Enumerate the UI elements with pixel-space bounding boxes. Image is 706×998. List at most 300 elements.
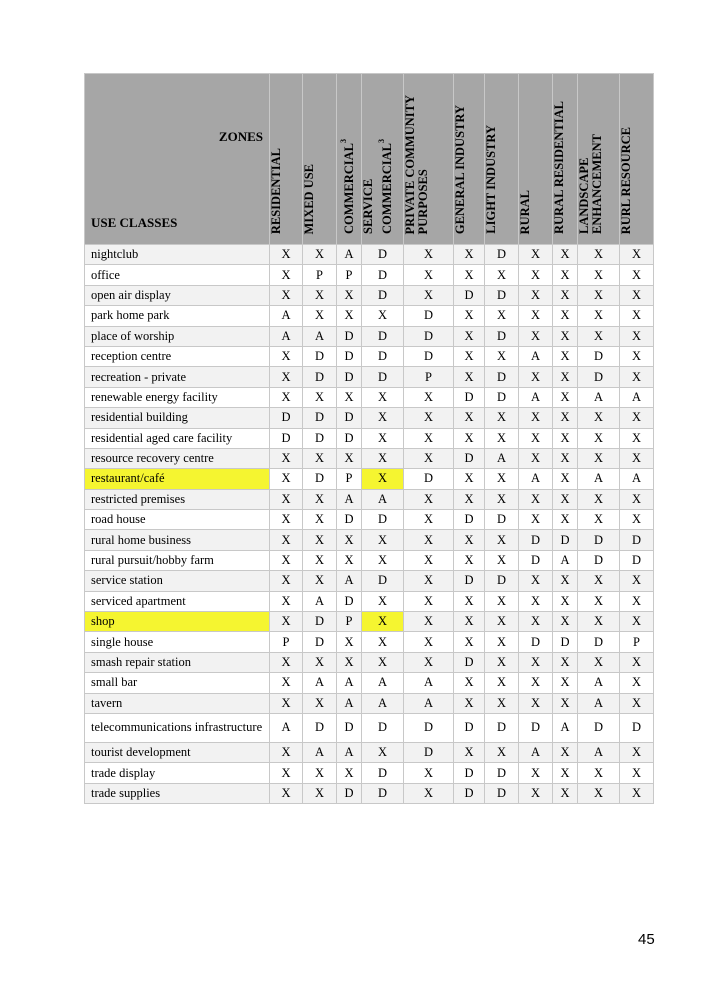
permissibility-cell: X [578, 265, 620, 285]
use-class-cell: rural home business [85, 530, 270, 550]
permissibility-cell: D [578, 346, 620, 366]
permissibility-cell: X [270, 265, 303, 285]
permissibility-cell: D [454, 448, 485, 468]
table-row [85, 265, 654, 285]
permissibility-cell: X [620, 591, 654, 611]
permissibility-cell: A [270, 326, 303, 346]
permissibility-cell: D [485, 367, 519, 387]
permissibility-cell: X [578, 763, 620, 783]
permissibility-cell: A [337, 693, 362, 713]
permissibility-cell: X [553, 673, 578, 693]
zone-header-label: GENERAL INDUSTRY [453, 104, 467, 234]
permissibility-cell: X [454, 346, 485, 366]
permissibility-cell: X [337, 448, 362, 468]
permissibility-cell: X [270, 469, 303, 489]
permissibility-cell: X [578, 783, 620, 803]
zone-header-label: RURAL [518, 189, 532, 234]
permissibility-cell: D [454, 510, 485, 530]
zone-header [270, 74, 303, 245]
permissibility-cell: D [620, 550, 654, 570]
permissibility-cell: A [578, 693, 620, 713]
use-classes-label: USE CLASSES [91, 215, 178, 230]
permissibility-cell: D [303, 367, 337, 387]
permissibility-cell: X [578, 306, 620, 326]
permissibility-cell: X [362, 306, 404, 326]
permissibility-cell: X [485, 673, 519, 693]
permissibility-cell: X [404, 530, 454, 550]
table-row [85, 346, 654, 366]
permissibility-cell: A [553, 550, 578, 570]
permissibility-cell: D [578, 367, 620, 387]
table-row [85, 245, 654, 265]
permissibility-cell: X [270, 510, 303, 530]
zone-header-label: RURAL RESIDENTIAL [552, 100, 566, 234]
permissibility-cell: D [303, 428, 337, 448]
zone-header [404, 74, 454, 245]
permissibility-cell: D [362, 763, 404, 783]
use-class-cell: rural pursuit/hobby farm [85, 550, 270, 570]
permissibility-cell: X [578, 448, 620, 468]
permissibility-cell: A [362, 673, 404, 693]
permissibility-cell: D [337, 783, 362, 803]
permissibility-cell: X [485, 469, 519, 489]
use-class-cell: office [85, 265, 270, 285]
permissibility-cell: X [404, 285, 454, 305]
permissibility-cell: X [270, 763, 303, 783]
permissibility-cell: D [362, 571, 404, 591]
permissibility-cell: X [620, 408, 654, 428]
use-class-cell: place of worship [85, 326, 270, 346]
table-row [85, 530, 654, 550]
permissibility-cell: X [404, 489, 454, 509]
permissibility-cell: X [362, 448, 404, 468]
permissibility-cell: D [620, 713, 654, 742]
permissibility-cell: X [553, 742, 578, 762]
permissibility-cell: X [553, 245, 578, 265]
permissibility-cell: D [404, 742, 454, 762]
permissibility-cell: D [337, 367, 362, 387]
permissibility-cell: X [578, 591, 620, 611]
permissibility-cell: X [578, 489, 620, 509]
permissibility-cell: A [519, 742, 553, 762]
permissibility-cell: X [303, 652, 337, 672]
permissibility-cell: X [620, 742, 654, 762]
permissibility-cell: X [454, 306, 485, 326]
permissibility-cell: X [404, 510, 454, 530]
zone-header [337, 74, 362, 245]
permissibility-cell: X [519, 510, 553, 530]
permissibility-cell: X [485, 530, 519, 550]
permissibility-cell: X [454, 245, 485, 265]
permissibility-cell: D [519, 713, 553, 742]
permissibility-cell: D [454, 571, 485, 591]
permissibility-cell: X [362, 591, 404, 611]
zoning-table [84, 73, 654, 804]
table-row [85, 612, 654, 632]
permissibility-cell: A [303, 673, 337, 693]
permissibility-cell: P [303, 265, 337, 285]
permissibility-cell: X [578, 245, 620, 265]
zone-header [519, 74, 553, 245]
permissibility-cell: P [404, 367, 454, 387]
permissibility-cell: D [485, 245, 519, 265]
use-class-cell: renewable energy facility [85, 387, 270, 407]
permissibility-cell: X [519, 612, 553, 632]
permissibility-cell: X [519, 652, 553, 672]
permissibility-cell: X [362, 550, 404, 570]
permissibility-cell: A [303, 591, 337, 611]
permissibility-cell: X [270, 652, 303, 672]
permissibility-cell: X [519, 306, 553, 326]
permissibility-cell: A [578, 742, 620, 762]
table-row [85, 448, 654, 468]
zone-header-label: COMMERCIAL$^3$ [339, 139, 357, 234]
permissibility-cell: X [362, 632, 404, 652]
permissibility-cell: X [578, 408, 620, 428]
permissibility-cell: A [337, 489, 362, 509]
permissibility-cell: D [362, 367, 404, 387]
permissibility-cell: D [485, 510, 519, 530]
permissibility-cell: D [620, 530, 654, 550]
permissibility-cell: D [337, 591, 362, 611]
zone-header-label: MIXED USE [302, 163, 316, 234]
permissibility-cell: X [337, 550, 362, 570]
permissibility-cell: A [362, 489, 404, 509]
permissibility-cell: X [303, 387, 337, 407]
permissibility-cell: X [519, 763, 553, 783]
permissibility-cell: X [519, 489, 553, 509]
corner-header [85, 74, 270, 245]
permissibility-cell: X [553, 571, 578, 591]
permissibility-cell: X [485, 346, 519, 366]
permissibility-cell: D [337, 428, 362, 448]
permissibility-cell: A [578, 387, 620, 407]
permissibility-cell: X [270, 612, 303, 632]
permissibility-cell: X [454, 408, 485, 428]
permissibility-cell: A [620, 469, 654, 489]
permissibility-cell: X [485, 693, 519, 713]
use-class-cell: telecommunications infrastructure [85, 713, 270, 742]
permissibility-cell: X [337, 306, 362, 326]
permissibility-cell: D [404, 306, 454, 326]
permissibility-cell: X [519, 367, 553, 387]
permissibility-cell: X [620, 763, 654, 783]
permissibility-cell: X [454, 367, 485, 387]
permissibility-cell: X [553, 326, 578, 346]
zone-header [485, 74, 519, 245]
permissibility-cell: X [485, 550, 519, 570]
zone-header [362, 74, 404, 245]
permissibility-cell: D [519, 550, 553, 570]
permissibility-cell: X [620, 783, 654, 803]
table-row [85, 306, 654, 326]
permissibility-cell: X [485, 306, 519, 326]
permissibility-cell: A [519, 469, 553, 489]
use-class-cell: trade display [85, 763, 270, 783]
permissibility-cell: D [454, 713, 485, 742]
zone-header-label: RESIDENTIAL [269, 147, 283, 234]
permissibility-cell: D [303, 346, 337, 366]
permissibility-cell: X [404, 387, 454, 407]
permissibility-cell: X [404, 632, 454, 652]
permissibility-cell: X [454, 530, 485, 550]
permissibility-cell: X [578, 510, 620, 530]
permissibility-cell: X [362, 530, 404, 550]
permissibility-cell: X [303, 550, 337, 570]
permissibility-cell: X [337, 387, 362, 407]
permissibility-cell: X [454, 428, 485, 448]
permissibility-cell: D [454, 285, 485, 305]
permissibility-cell: D [303, 713, 337, 742]
permissibility-cell: D [519, 530, 553, 550]
table-row [85, 652, 654, 672]
permissibility-cell: D [303, 469, 337, 489]
permissibility-cell: D [362, 713, 404, 742]
permissibility-cell: X [553, 652, 578, 672]
use-class-cell: residential building [85, 408, 270, 428]
permissibility-cell: D [270, 408, 303, 428]
permissibility-cell: X [553, 428, 578, 448]
permissibility-cell: D [404, 469, 454, 489]
permissibility-cell: X [519, 245, 553, 265]
use-class-cell: open air display [85, 285, 270, 305]
permissibility-cell: X [270, 285, 303, 305]
zones-label: ZONES [218, 129, 263, 144]
permissibility-cell: D [519, 632, 553, 652]
permissibility-cell: D [454, 652, 485, 672]
permissibility-cell: X [620, 652, 654, 672]
permissibility-cell: X [553, 693, 578, 713]
permissibility-cell: D [485, 571, 519, 591]
permissibility-cell: X [620, 571, 654, 591]
permissibility-cell: X [620, 693, 654, 713]
permissibility-cell: X [454, 673, 485, 693]
permissibility-cell: X [485, 632, 519, 652]
permissibility-cell: X [519, 326, 553, 346]
permissibility-cell: X [620, 326, 654, 346]
permissibility-cell: X [454, 612, 485, 632]
zone-header [454, 74, 485, 245]
permissibility-cell: D [578, 632, 620, 652]
permissibility-cell: P [337, 265, 362, 285]
permissibility-cell: X [303, 571, 337, 591]
use-class-cell: restaurant/café [85, 469, 270, 489]
permissibility-cell: X [404, 408, 454, 428]
table-row [85, 673, 654, 693]
permissibility-cell: D [485, 387, 519, 407]
table-row [85, 763, 654, 783]
zone-header-label: RURL RESOURCE [619, 126, 633, 234]
permissibility-cell: D [404, 346, 454, 366]
permissibility-cell: X [578, 285, 620, 305]
table-row [85, 285, 654, 305]
permissibility-cell: X [485, 489, 519, 509]
table-row [85, 783, 654, 803]
zone-header [578, 74, 620, 245]
use-class-cell: serviced apartment [85, 591, 270, 611]
permissibility-cell: D [485, 285, 519, 305]
zone-header-label: PRIVATE COMMUNITY PURPOSES [403, 94, 430, 234]
permissibility-cell: X [519, 591, 553, 611]
use-class-cell: park home park [85, 306, 270, 326]
table-row [85, 428, 654, 448]
permissibility-cell: X [404, 591, 454, 611]
permissibility-cell: A [303, 326, 337, 346]
permissibility-cell: D [303, 612, 337, 632]
table-body [85, 245, 654, 804]
table-row [85, 550, 654, 570]
permissibility-cell: A [578, 673, 620, 693]
permissibility-cell: D [553, 530, 578, 550]
header-row [85, 74, 654, 245]
table-row [85, 510, 654, 530]
permissibility-cell: X [578, 571, 620, 591]
permissibility-cell: X [454, 469, 485, 489]
permissibility-cell: X [303, 763, 337, 783]
permissibility-cell: X [270, 346, 303, 366]
permissibility-cell: X [485, 742, 519, 762]
permissibility-cell: X [362, 408, 404, 428]
page-number: 45 [638, 931, 655, 948]
use-class-cell: single house [85, 632, 270, 652]
permissibility-cell: X [578, 612, 620, 632]
permissibility-cell: D [362, 346, 404, 366]
table-row [85, 693, 654, 713]
permissibility-cell: X [485, 408, 519, 428]
permissibility-cell: D [337, 346, 362, 366]
use-class-cell: smash repair station [85, 652, 270, 672]
permissibility-cell: X [404, 428, 454, 448]
permissibility-cell: A [337, 673, 362, 693]
zone-header-label: LANDSCAPE ENHANCEMENT [577, 133, 604, 234]
permissibility-cell: X [270, 693, 303, 713]
permissibility-cell: A [519, 346, 553, 366]
use-class-cell: resource recovery centre [85, 448, 270, 468]
permissibility-cell: X [303, 448, 337, 468]
permissibility-cell: X [519, 408, 553, 428]
permissibility-cell: X [404, 571, 454, 591]
permissibility-cell: X [404, 245, 454, 265]
permissibility-cell: X [553, 285, 578, 305]
use-class-cell: small bar [85, 673, 270, 693]
permissibility-cell: X [553, 346, 578, 366]
permissibility-cell: D [362, 783, 404, 803]
permissibility-cell: X [337, 652, 362, 672]
permissibility-cell: A [270, 713, 303, 742]
permissibility-cell: A [337, 742, 362, 762]
permissibility-cell: X [303, 783, 337, 803]
permissibility-cell: A [485, 448, 519, 468]
permissibility-cell: X [270, 245, 303, 265]
permissibility-cell: X [519, 693, 553, 713]
zone-header [303, 74, 337, 245]
permissibility-cell: X [270, 783, 303, 803]
permissibility-cell: X [620, 245, 654, 265]
permissibility-cell: X [620, 285, 654, 305]
permissibility-cell: D [553, 632, 578, 652]
permissibility-cell: X [578, 428, 620, 448]
use-class-cell: restricted premises [85, 489, 270, 509]
permissibility-cell: X [578, 652, 620, 672]
permissibility-cell: X [362, 428, 404, 448]
permissibility-cell: X [620, 265, 654, 285]
permissibility-cell: X [620, 489, 654, 509]
use-class-cell: nightclub [85, 245, 270, 265]
permissibility-cell: X [454, 632, 485, 652]
permissibility-cell: X [404, 448, 454, 468]
permissibility-cell: X [485, 428, 519, 448]
permissibility-cell: X [270, 489, 303, 509]
permissibility-cell: X [337, 285, 362, 305]
use-class-cell: shop [85, 612, 270, 632]
permissibility-cell: X [620, 612, 654, 632]
permissibility-cell: X [454, 326, 485, 346]
permissibility-cell: X [578, 326, 620, 346]
table-row [85, 591, 654, 611]
permissibility-cell: X [553, 591, 578, 611]
permissibility-cell: X [404, 763, 454, 783]
permissibility-cell: D [362, 245, 404, 265]
permissibility-cell: X [454, 489, 485, 509]
permissibility-cell: X [362, 652, 404, 672]
permissibility-cell: D [485, 763, 519, 783]
permissibility-cell: D [454, 763, 485, 783]
permissibility-cell: X [553, 763, 578, 783]
permissibility-cell: D [578, 713, 620, 742]
permissibility-cell: X [303, 306, 337, 326]
permissibility-cell: A [270, 306, 303, 326]
use-class-cell: road house [85, 510, 270, 530]
permissibility-cell: X [454, 742, 485, 762]
table-row [85, 632, 654, 652]
table-row [85, 469, 654, 489]
permissibility-cell: X [553, 306, 578, 326]
permissibility-cell: X [553, 387, 578, 407]
permissibility-cell: X [519, 428, 553, 448]
permissibility-cell: X [337, 763, 362, 783]
permissibility-cell: X [620, 428, 654, 448]
permissibility-cell: X [620, 448, 654, 468]
zone-header [553, 74, 578, 245]
permissibility-cell: X [303, 285, 337, 305]
permissibility-cell: D [362, 510, 404, 530]
permissibility-cell: D [404, 713, 454, 742]
permissibility-cell: D [485, 326, 519, 346]
use-class-cell: recreation - private [85, 367, 270, 387]
permissibility-cell: X [303, 245, 337, 265]
permissibility-cell: D [485, 783, 519, 803]
permissibility-cell: A [519, 387, 553, 407]
permissibility-cell: X [519, 673, 553, 693]
permissibility-cell: X [454, 591, 485, 611]
permissibility-cell: X [519, 783, 553, 803]
permissibility-cell: X [303, 510, 337, 530]
table-row [85, 713, 654, 742]
permissibility-cell: A [620, 387, 654, 407]
table-row [85, 326, 654, 346]
permissibility-cell: X [270, 367, 303, 387]
permissibility-cell: X [519, 571, 553, 591]
permissibility-cell: X [553, 510, 578, 530]
permissibility-cell: X [303, 489, 337, 509]
permissibility-cell: X [337, 530, 362, 550]
permissibility-cell: P [337, 612, 362, 632]
permissibility-cell: D [578, 530, 620, 550]
permissibility-cell: X [303, 693, 337, 713]
permissibility-cell: P [270, 632, 303, 652]
permissibility-cell: X [620, 306, 654, 326]
permissibility-cell: D [303, 632, 337, 652]
